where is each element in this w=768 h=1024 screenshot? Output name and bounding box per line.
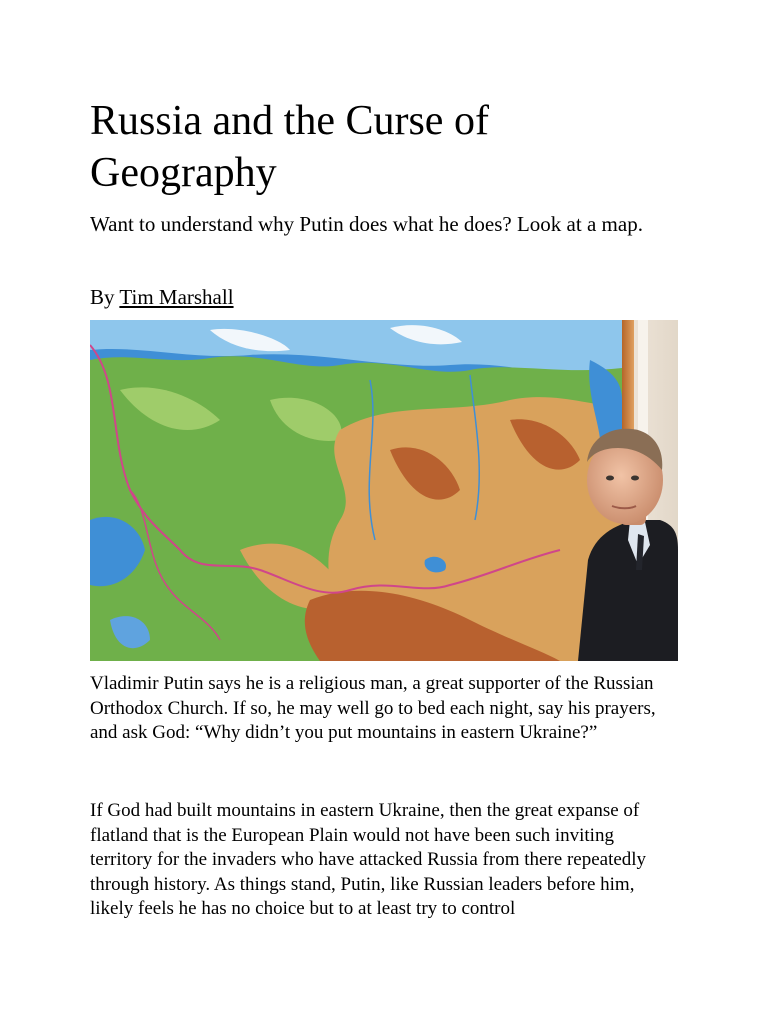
body-paragraph-1: Vladimir Putin says he is a religious man, a great supporter of the Russian Orthodox Church. If so, he may well go to bed each night, say his prayers, and ask God: “Why didn’t you put mountains in eastern Ukraine?”	[90, 673, 656, 743]
byline	[90, 282, 234, 312]
article-title: Russia and the Curse of Geography	[90, 98, 489, 196]
author-link[interactable]: Tim Marshall	[119, 285, 234, 309]
article-photo	[90, 320, 678, 661]
body-paragraph-2: If God had built mountains in eastern Ukraine, then the great expanse of flatland that is the European Plain would not have been such inviting territory for the invaders who have attacked Russia from there repeatedly through history. As things stand, Putin, like Russian leaders before him, likely feels he has no choice but to at least try to control	[90, 800, 647, 919]
article-subtitle: Want to understand why Putin does what he does? Look at a map.	[90, 212, 643, 236]
photo-map-and-man	[90, 320, 678, 661]
byline-prefix: By	[90, 285, 120, 309]
man-eye-right	[631, 476, 639, 481]
man-eye-left	[606, 476, 614, 481]
